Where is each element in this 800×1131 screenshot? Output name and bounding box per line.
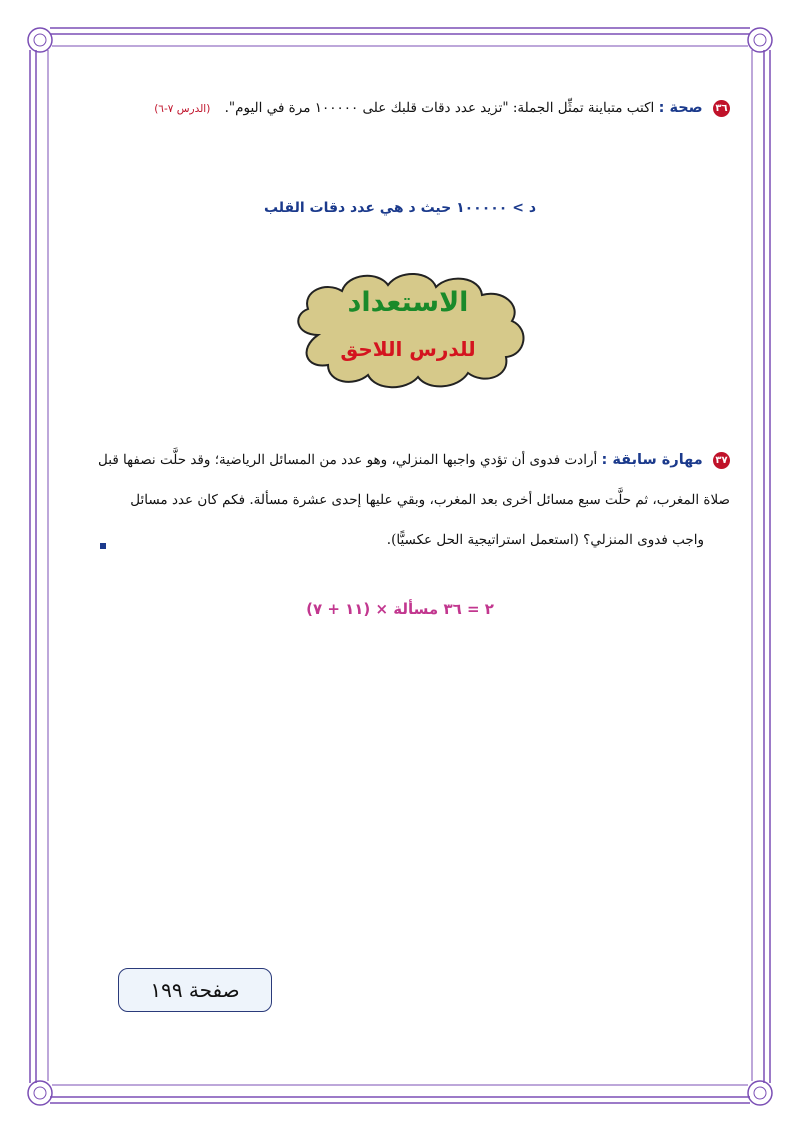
question-number-badge: ٣٧ — [713, 452, 730, 469]
lesson-reference: (الدرس ٧-٦) — [154, 103, 211, 115]
bullet-square — [100, 543, 106, 549]
question-number-badge: ٣٦ — [713, 100, 730, 117]
page-number-box: صفحة ١٩٩ — [118, 968, 272, 1012]
question-text: أرادت فدوى أن تؤدي واجبها المنزلي، وهو عدد من المسائل الرياضية؛ وقد حلَّت نصفها قبل — [98, 452, 598, 468]
question-label: مهارة سابقة : — [601, 452, 703, 468]
cloud-shape — [278, 265, 538, 393]
question-37-line-3: واجب فدوى المنزلي؟ (استعمل استراتيجية الحل عكسيًّا). — [386, 532, 704, 548]
question-label: صحة : — [658, 100, 703, 116]
answer-37 — [0, 600, 800, 618]
answer-36: د > ١٠٠٠٠٠ حيث د هي عدد دقات القلب — [263, 200, 537, 216]
answer-37-text: (١١ + ٧) × ٢ = ٣٦ مسألة — [306, 600, 494, 618]
question-37-line-2: صلاة المغرب، ثم حلَّت سبع مسائل أخرى بعد المغرب، وبقي عليها إحدى عشرة مسألة. فكم كان عدد مسائل — [130, 492, 730, 508]
question-37-line-1 — [65, 452, 730, 469]
cloud-title: الاستعداد — [347, 287, 469, 318]
question-36 — [65, 100, 730, 117]
cloud-subtitle: للدرس اللاحق — [340, 337, 476, 361]
cloud-heading — [278, 265, 538, 393]
question-text: اكتب متباينة تمثِّل الجملة: "تزيد عدد دقات قلبك على ١٠٠٠٠٠ مرة في اليوم". — [224, 100, 655, 116]
